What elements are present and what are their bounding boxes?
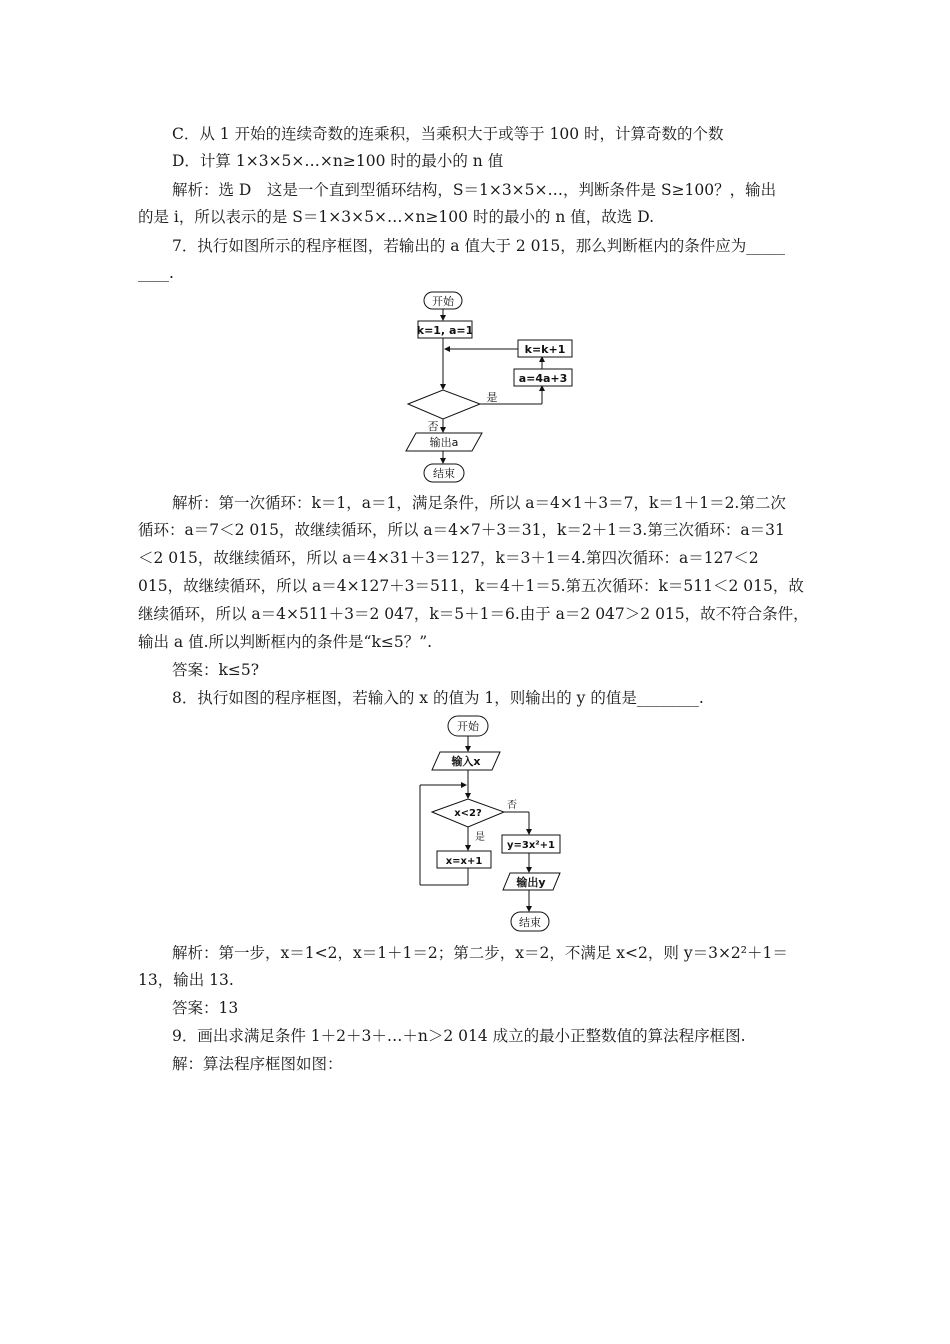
- no-label: 否: [507, 800, 517, 811]
- line-analysis-8a: 解析：第一步，x＝1<2，x＝1＋1＝2；第二步，x＝2，不满足 x<2，则 y＝3×2²＋1＝: [172, 944, 788, 962]
- line-answer-7: 答案：k≤5?: [172, 661, 260, 679]
- line-analysis-8b: 13，输出 13.: [138, 971, 234, 989]
- line-analysis-7f: 输出 a 值.所以判断框内的条件是“k≤5？”.: [138, 633, 433, 651]
- init-label: k=1, a=1: [416, 324, 474, 337]
- line-analysis-6a: 解析：选 D 这是一个直到型循环结构，S＝1×3×5×…，判断条件是 S≥100？，输出: [172, 181, 777, 199]
- line-analysis-7c: ＜2 015，故继续循环，所以 a＝4×31＋3＝127，k＝3＋1＝4.第四次循环：a＝127＜2: [138, 549, 759, 567]
- line-question-7a: 7．执行如图所示的程序框图，若输出的 a 值大于 2 015，那么判断框内的条件应为_____: [172, 237, 786, 255]
- line-question-7b: ____.: [138, 264, 174, 282]
- cond-label: x<2?: [454, 808, 482, 819]
- start-label: 开始: [457, 720, 479, 733]
- yes-label: 是: [486, 391, 498, 404]
- end-label: 结束: [433, 467, 455, 480]
- line-solution-9: 解：算法程序框图如图：: [172, 1055, 343, 1073]
- step-a-label: a=4a+3: [518, 372, 568, 385]
- assign-x-label: x=x+1: [445, 856, 483, 867]
- line-analysis-7d: 015，故继续循环，所以 a＝4×127＋3＝511，k＝4＋1＝5.第五次循环：k＝511＜2 015，故: [138, 577, 804, 595]
- line-option-c: C．从 1 开始的连续奇数的连乘积，当乘积大于或等于 100 时，计算奇数的个数: [172, 125, 724, 143]
- yes-label: 是: [475, 832, 485, 843]
- start-label: 开始: [432, 295, 454, 308]
- flowchart-question-7: [400, 288, 590, 488]
- flowchart-question-8: [410, 712, 580, 937]
- output-label: 输出a: [429, 436, 459, 449]
- line-analysis-6b: 的是 i，所以表示的是 S＝1×3×5×…×n≥100 时的最小的 n 值，故选 D.: [138, 208, 655, 226]
- line-option-d: D．计算 1×3×5×…×n≥100 时的最小的 n 值: [172, 152, 504, 170]
- input-label: 输入x: [451, 755, 481, 768]
- end-label: 结束: [519, 916, 541, 929]
- line-answer-8: 答案：13: [172, 999, 239, 1017]
- step-k-label: k=k+1: [524, 343, 566, 356]
- line-question-8: 8．执行如图的程序框图，若输入的 x 的值为 1，则输出的 y 的值是________.: [172, 689, 704, 707]
- no-label: 否: [427, 420, 439, 433]
- assign-y-label: y=3x²+1: [506, 840, 556, 851]
- line-analysis-7a: 解析：第一次循环：k＝1，a＝1，满足条件，所以 a＝4×1＋3＝7，k＝1＋1＝2.第二次: [172, 494, 786, 512]
- line-analysis-7b: 循环：a＝7＜2 015，故继续循环，所以 a＝4×7＋3＝31，k＝2＋1＝3.第三次循环：a＝31: [138, 521, 785, 539]
- condition-diamond: [408, 390, 480, 419]
- line-question-9: 9．画出求满足条件 1＋2＋3＋…＋n＞2 014 成立的最小正整数值的算法程序框图.: [172, 1027, 746, 1045]
- line-analysis-7e: 继续循环，所以 a＝4×511＋3＝2 047，k＝5＋1＝6.由于 a＝2 047＞2 015，故不符合条件，: [138, 605, 809, 623]
- output-label: 输出y: [516, 876, 546, 889]
